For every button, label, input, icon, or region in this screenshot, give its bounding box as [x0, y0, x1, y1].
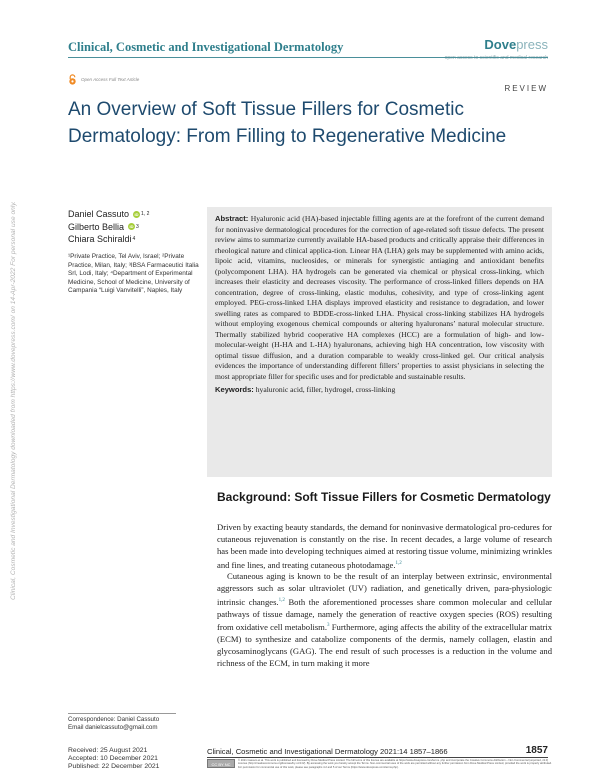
abstract-box [207, 207, 552, 477]
paragraph-text: Driven by exacting beauty standards, the demand for noninvasive dermatological pro-cedures for cutaneous rejuvenation is constantly on the rise. In recent decades, a large volume of research has been made into developing techniques aimed at restoring tissue volume, minimizing wrinkles and fine lines, and treating cutaneous photodamage. [217, 522, 552, 570]
affiliations: ¹Private Practice, Tel Aviv, Israel; ²Private Practice, Milan, Italy; ³IBSA Farmaceutici Italia Srl, Lodi, Italy; ⁴Department of Experimental Medicine, School of Medicine, University of Campania “Luigi Vanvitelli”, Naples, Italy [68, 253, 199, 295]
author-item[interactable] [68, 233, 208, 246]
keywords-label: Keywords: [215, 385, 254, 394]
citation-link[interactable]: 1,2 [395, 560, 402, 566]
open-access-label: Open Access Full Text Article [81, 77, 140, 82]
author-list [68, 208, 208, 246]
author-item[interactable] [68, 208, 208, 221]
date-accepted: Accepted: 10 December 2021 [68, 755, 158, 763]
license-text: © 2021 Cassuto et al. This work is published and licensed by Dove Medical Press Limited. The full terms of this license are available at https://www.dovepress.com/terms. php and incorporate the Creative Commons Attribution – Non Commercial (unported, v3.0) License (http://creativecommons.org/licenses/by-nc/3.0/). By accessing the work you hereby accept the Terms. Non-commercial uses of the work are permitted without any further permission from Dove Medical Press Limited, provided the work is properly attributed. For permission for commercial use of this work, please see paragraphs 4.2 and 5 of our Terms (https://www.dovepress.com/terms.php). [238, 759, 552, 769]
body-paragraph-1 [217, 522, 552, 571]
open-access-lock-icon [68, 74, 77, 85]
article-title [68, 96, 548, 150]
citation-link[interactable]: 1,2 [278, 597, 285, 603]
author-item[interactable] [68, 221, 208, 234]
section-heading: Background: Soft Tissue Fillers for Cosmetic Dermatology [217, 490, 551, 504]
publisher-name-bold: Dove [484, 37, 517, 52]
article-dates [68, 747, 159, 772]
journal-name: Clinical, Cosmetic and Investigational Dermatology [68, 40, 344, 54]
abstract-text: Hyaluronic acid (HA)-based injectable filling agents are at the forefront of the current demand for noninvasive dermatological procedures for the correction of age-related soft tissue defects. The present review aims to summarize currently available HA-based products and critically appraise their differences in rheological nature and clinical applica-tion. Linear HA (LHA) gels may be supplemented with amino acids, lipoic acid, vitamins, nucleosides, or minerals for synergistic antiaging and antioxidant benefits (polycomponent LHA). HA hydrogels can be generated via chemical or physical cross-linking, which increases their elasticity and decreases viscosity. The performance of cross-linked fillers depends on HA concentration, degree of cross-linking, elastic modulus, cohesivity, and type of cross-linking agent employed. PEG-cross-linked LHA displays improved elasticity and resistance to degradation, and lower swelling rates as compared to BDDE-cross-linked LHA. Physical cross-linking stabilizes HA hydrogels without employing exogenous chemical compounds or altering hyaluronans’ natural molecular structure. Thermally stabilized hybrid cooperative HA complexes (HCC) are a formulation of high- and low-molecular-weight (H-HA and L-HA) hyaluronans, achieving high HA concentration, low viscosity with optimal tissue diffusion, and a duration comparable to weakly cross-linked gel. Our critical analysis evidences the importance of understanding different fillers’ properties to assist physicians in selecting the most appropriate filler for specific uses and for predictable and sustainable results. [215, 214, 544, 381]
header-divider [68, 57, 548, 58]
cc-license-icon[interactable]: CC BY NC [207, 759, 235, 768]
abstract-paragraph [215, 214, 544, 382]
orcid-icon[interactable]: iD [134, 211, 139, 217]
publisher-tagline: open access to scientific and medical research [444, 55, 548, 61]
footer-citation: Clinical, Cosmetic and Investigational Dermatology 2021:14 1857–1866 [207, 747, 448, 756]
body-paragraph-2 [217, 571, 552, 669]
orcid-icon[interactable]: iD [129, 224, 134, 230]
author-affiliation-ref: 4 [132, 236, 136, 242]
article-type-label: REVIEW [504, 84, 548, 93]
author-name: Gilberto Bellia [68, 221, 125, 232]
date-published: Published: 22 December 2021 [68, 763, 160, 771]
title-line-2: Dermatology: From Filling to Regenerative Medicine [68, 126, 507, 147]
correspondence-author: Correspondence: Daniel Cassuto [68, 716, 160, 723]
correspondence [68, 716, 208, 732]
body-text [217, 522, 552, 670]
author-affiliation-ref: 3 [136, 223, 139, 230]
date-received: Received: 25 August 2021 [68, 747, 148, 754]
title-line-1: An Overview of Soft Tissue Fillers for Cosmetic [68, 99, 464, 120]
page-number: 1857 [525, 745, 548, 756]
paragraph-text: Furthermore, aging affects the ability of the extracellular matrix (ECM) to synthesize and catabolize components of the dermis, namely collagen, elastin and glycosaminoglycans (GAG). The end result of such processes is a reduction in the volume and richness of the ECM, in turn making it more [217, 622, 553, 668]
keywords-text: hyaluronic acid, filler, hydrogel, cross-linking [255, 385, 396, 394]
author-name: Daniel Cassuto [68, 209, 130, 219]
paragraph-text: Both the aforementioned processes share common molecular and cellular pathways of tissue damage, namely the generation of reactive oxygen species (ROS) resulting from oxidative cell metabolism. [217, 596, 552, 633]
download-notice: Clinical, Cosmetic and Investigational Dermatology downloaded from https://www.dovepress.com/ on 14-Apr-2022 For personal use only. [10, 201, 17, 600]
citation-link[interactable]: 3 [327, 623, 330, 629]
correspondence-divider [68, 713, 176, 714]
author-name: Chiara Schiraldi [68, 234, 132, 244]
license-block [207, 759, 552, 769]
abstract-label: Abstract: [215, 214, 249, 223]
footer-divider [207, 757, 548, 758]
open-access-badge [68, 74, 139, 85]
paragraph-text: Cutaneous aging is known to be the result of an interplay between extrinsic, environmental aggressors such as solar ultraviolet (UV) radiation, and genetically driven, para-physiologic intrinsic changes. [217, 571, 552, 607]
publisher-name-light: press [516, 37, 548, 52]
keywords [215, 385, 544, 396]
correspondence-email[interactable]: Email danielcassuto@gmail.com [68, 724, 158, 732]
author-affiliation-ref: 1, 2 [141, 211, 150, 217]
